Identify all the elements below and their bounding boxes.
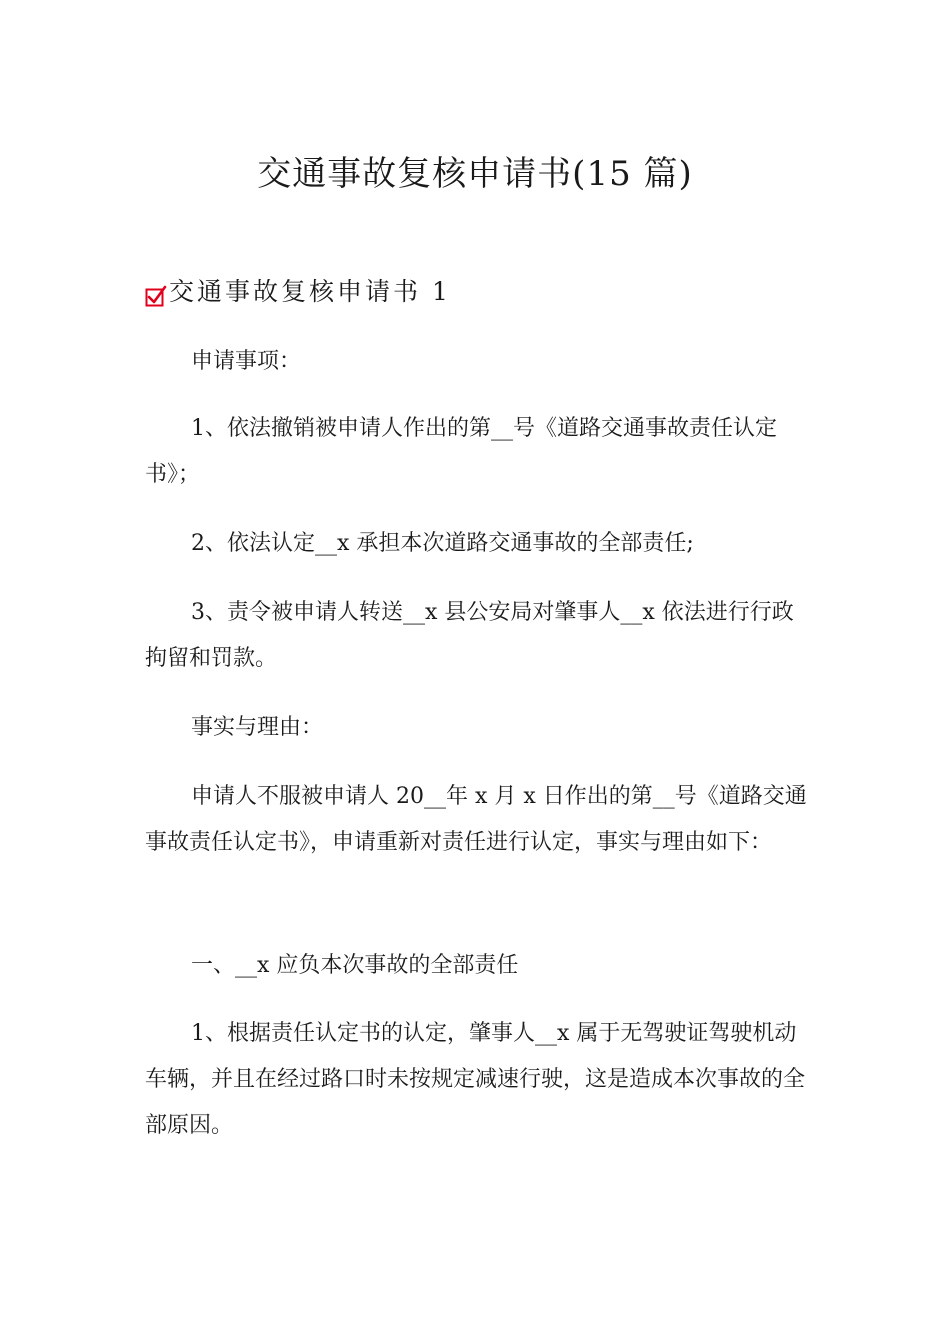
- checkbox-checked-icon: [145, 285, 167, 307]
- paragraph-application-items-label: 申请事项：: [191, 349, 302, 374]
- section-heading-text: 交通事故复核申请书 1: [169, 277, 451, 306]
- paragraph-section-one-item-1: 1、根据责任认定书的认定，肇事人__x 属于无驾驶证驾驶机动车辆，并且在经过路口时未按规定减速行驶，这是造成本次事故的全部原因。: [145, 1021, 806, 1138]
- paragraph-facts-reasons-label: 事实与理由：: [191, 715, 324, 740]
- section-heading: [145, 272, 845, 312]
- paragraph-item-2: 2、依法认定__x 承担本次道路交通事故的全部责任;: [191, 531, 694, 556]
- paragraph-item-1: 1、依法撤销被申请人作出的第__号《道路交通事故责任认定书》；: [145, 416, 777, 487]
- paragraph-section-one: 一、__x 应负本次事故的全部责任: [191, 953, 519, 978]
- paragraph-item-3: 3、责令被申请人转送__x 县公安局对肇事人__x 依法进行行政拘留和罚款。: [145, 600, 794, 671]
- paragraph-facts-intro: 申请人不服被申请人 20__年 x 月 x 日作出的第__号《道路交通事故责任认定书》，申请重新对责任进行认定，事实与理由如下：: [145, 784, 807, 855]
- document-title: 交通事故复核申请书(15 篇): [257, 154, 693, 194]
